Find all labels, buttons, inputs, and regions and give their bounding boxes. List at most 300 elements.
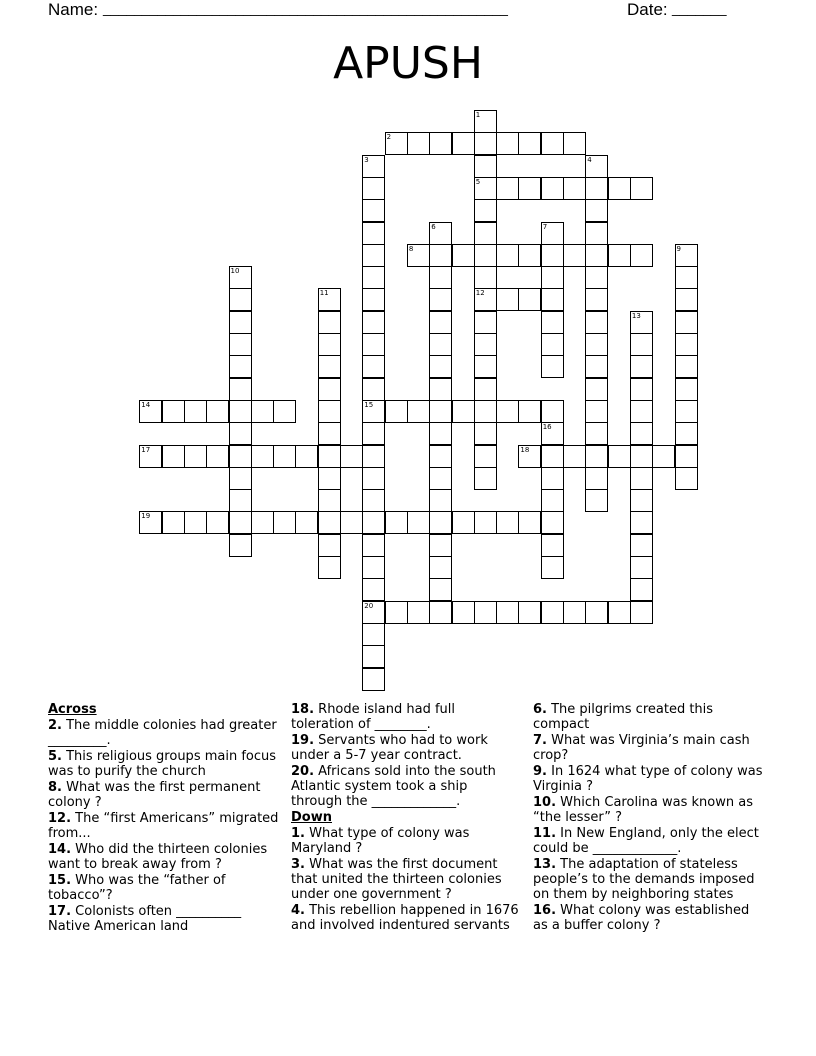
grid-cell[interactable] [362, 601, 385, 624]
grid-cell[interactable] [229, 378, 252, 401]
grid-cell[interactable] [496, 132, 519, 155]
clue-number-label: 6. [533, 702, 547, 717]
grid-cell[interactable] [429, 311, 452, 334]
grid-cell[interactable] [474, 155, 497, 178]
grid-cell[interactable] [630, 333, 653, 356]
clue-number: 14 [141, 400, 151, 409]
name-blank[interactable]: ____________________________________________________ [103, 0, 508, 16]
grid-cell[interactable] [362, 222, 385, 245]
grid-cell[interactable] [675, 244, 698, 267]
grid-cell[interactable] [675, 422, 698, 445]
grid-cell[interactable] [251, 400, 274, 423]
grid-cell[interactable] [541, 422, 564, 445]
grid-cell[interactable] [563, 132, 586, 155]
grid-cell[interactable] [362, 623, 385, 646]
grid-cell[interactable] [585, 199, 608, 222]
clue-number-label: 19. [291, 733, 315, 748]
grid-cell[interactable] [429, 601, 452, 624]
grid-cell[interactable] [429, 355, 452, 378]
grid-cell[interactable] [541, 244, 564, 267]
grid-cell[interactable] [385, 511, 408, 534]
grid-cell[interactable] [362, 177, 385, 200]
grid-cell[interactable] [139, 400, 162, 423]
grid-cell[interactable] [318, 534, 341, 557]
grid-cell[interactable] [630, 244, 653, 267]
grid-cell[interactable] [206, 511, 229, 534]
down-clue [533, 702, 768, 732]
clue-number: 9 [676, 244, 681, 253]
grid-cell[interactable] [474, 266, 497, 289]
across-clue [48, 749, 280, 779]
clue-number-label: 9. [533, 764, 547, 779]
grid-cell[interactable] [630, 511, 653, 534]
grid-cell[interactable] [340, 445, 363, 468]
grid-cell[interactable] [318, 467, 341, 490]
grid-cell[interactable] [675, 288, 698, 311]
clue-number-label: 14. [48, 842, 72, 857]
grid-cell[interactable] [429, 222, 452, 245]
clue-number-label: 10. [533, 795, 557, 810]
clue-number-label: 18. [291, 702, 315, 717]
clue-text: What was Virginia’s main cash crop? [533, 733, 750, 763]
clue-text: Who was the “father of tobacco”? [48, 873, 226, 903]
down-clue [291, 903, 521, 933]
grid-cell[interactable] [563, 601, 586, 624]
grid-cell[interactable] [385, 132, 408, 155]
grid-cell[interactable] [474, 132, 497, 155]
grid-cell[interactable] [541, 311, 564, 334]
grid-cell[interactable] [229, 467, 252, 490]
grid-cell[interactable] [541, 467, 564, 490]
grid-cell[interactable] [630, 578, 653, 601]
grid-cell[interactable] [585, 400, 608, 423]
grid-cell[interactable] [474, 110, 497, 133]
grid-cell[interactable] [630, 556, 653, 579]
grid-cell[interactable] [474, 445, 497, 468]
grid-cell[interactable] [630, 311, 653, 334]
grid-cell[interactable] [385, 400, 408, 423]
grid-cell[interactable] [229, 311, 252, 334]
down-clue [533, 903, 768, 933]
clue-text: This religious groups main focus was to purify the church [48, 749, 277, 779]
clue-text: In 1624 what type of colony was Virginia ? [533, 764, 763, 794]
across-clue [48, 718, 280, 748]
clue-number: 13 [631, 311, 641, 320]
grid-cell[interactable] [474, 467, 497, 490]
down-clue [533, 826, 768, 856]
grid-cell[interactable] [229, 400, 252, 423]
grid-cell[interactable] [452, 400, 475, 423]
grid-cell[interactable] [585, 467, 608, 490]
grid-cell[interactable] [407, 511, 430, 534]
clue-number-label: 7. [533, 733, 547, 748]
grid-cell[interactable] [184, 445, 207, 468]
grid-cell[interactable] [518, 511, 541, 534]
grid-cell[interactable] [362, 333, 385, 356]
grid-cell[interactable] [229, 288, 252, 311]
date-blank[interactable]: _______ [672, 0, 727, 16]
grid-cell[interactable] [630, 467, 653, 490]
grid-cell[interactable] [452, 511, 475, 534]
grid-cell[interactable] [407, 400, 430, 423]
grid-cell[interactable] [474, 400, 497, 423]
clue-number: 2 [386, 133, 392, 142]
grid-cell[interactable] [541, 355, 564, 378]
clue-text: Who did the thirteen colonies want to break away from ? [48, 842, 268, 872]
grid-cell[interactable] [452, 244, 475, 267]
grid-cell[interactable] [229, 333, 252, 356]
clue-text: The “first Americans” migrated from... [48, 811, 279, 841]
grid-cell[interactable] [229, 511, 252, 534]
grid-cell[interactable] [563, 177, 586, 200]
grid-cell[interactable] [229, 534, 252, 557]
grid-cell[interactable] [608, 244, 631, 267]
grid-cell[interactable] [206, 400, 229, 423]
grid-cell[interactable] [474, 244, 497, 267]
clue-number: 12 [475, 289, 485, 298]
page-title: APUSH [333, 38, 483, 89]
grid-cell[interactable] [229, 445, 252, 468]
clue-number: 11 [319, 289, 329, 298]
clue-text: Servants who had to work under a 5-7 year contract. [291, 733, 488, 763]
clue-number-label: 11. [533, 826, 557, 841]
name-label: Name: [48, 0, 99, 19]
grid-cell[interactable] [541, 288, 564, 311]
grid-cell[interactable] [362, 266, 385, 289]
grid-cell[interactable] [541, 266, 564, 289]
across-clue [48, 904, 280, 934]
grid-cell[interactable] [318, 333, 341, 356]
grid-cell[interactable] [585, 378, 608, 401]
clue-number: 16 [542, 423, 552, 432]
across-clue [291, 702, 521, 732]
grid-cell[interactable] [251, 445, 274, 468]
grid-cell[interactable] [541, 511, 564, 534]
grid-cell[interactable] [675, 467, 698, 490]
grid-cell[interactable] [675, 445, 698, 468]
grid-cell[interactable] [541, 534, 564, 557]
grid-cell[interactable] [474, 422, 497, 445]
across-clue [291, 733, 521, 763]
grid-cell[interactable] [585, 445, 608, 468]
grid-cell[interactable] [362, 556, 385, 579]
grid-cell[interactable] [675, 400, 698, 423]
grid-cell[interactable] [496, 177, 519, 200]
clue-number: 5 [475, 177, 481, 186]
grid-cell[interactable] [429, 556, 452, 579]
down-heading: Down [291, 810, 332, 825]
grid-cell[interactable] [474, 355, 497, 378]
grid-cell[interactable] [429, 244, 452, 267]
grid-cell[interactable] [362, 155, 385, 178]
grid-cell[interactable] [318, 556, 341, 579]
grid-cell[interactable] [162, 511, 185, 534]
grid-cell[interactable] [630, 489, 653, 512]
clue-number: 7 [542, 222, 548, 231]
grid-cell[interactable] [362, 534, 385, 557]
clue-column-1 [48, 702, 280, 935]
clue-text: The pilgrims created this compact [533, 702, 714, 732]
grid-cell[interactable] [362, 578, 385, 601]
grid-cell[interactable] [184, 511, 207, 534]
grid-cell[interactable] [429, 445, 452, 468]
grid-cell[interactable] [608, 177, 631, 200]
grid-cell[interactable] [429, 333, 452, 356]
grid-cell[interactable] [429, 578, 452, 601]
grid-cell[interactable] [429, 288, 452, 311]
grid-cell[interactable] [518, 601, 541, 624]
grid-cell[interactable] [518, 400, 541, 423]
clue-number-label: 16. [533, 903, 557, 918]
down-clue [291, 826, 521, 856]
clue-number: 3 [364, 155, 369, 164]
grid-cell[interactable] [585, 601, 608, 624]
grid-cell[interactable] [675, 266, 698, 289]
grid-cell[interactable] [474, 333, 497, 356]
grid-cell[interactable] [273, 445, 296, 468]
clue-number: 6 [431, 222, 436, 231]
grid-cell[interactable] [518, 445, 541, 468]
clue-number: 17 [141, 445, 151, 454]
clue-number-label: 8. [48, 780, 62, 795]
grid-cell[interactable] [496, 511, 519, 534]
grid-cell[interactable] [474, 177, 497, 200]
grid-cell[interactable] [541, 132, 564, 155]
clue-column-2 [291, 702, 521, 934]
grid-cell[interactable] [407, 244, 430, 267]
grid-cell[interactable] [318, 400, 341, 423]
grid-cell[interactable] [318, 311, 341, 334]
clue-text: Colonists often __________ Native American land [48, 904, 242, 934]
grid-cell[interactable] [585, 244, 608, 267]
grid-cell[interactable] [429, 422, 452, 445]
grid-cell[interactable] [474, 511, 497, 534]
clue-number: 10 [230, 267, 240, 276]
across-clue [48, 842, 280, 872]
clue-number-label: 2. [48, 718, 62, 733]
grid-cell[interactable] [229, 489, 252, 512]
grid-cell[interactable] [429, 266, 452, 289]
grid-cell[interactable] [251, 511, 274, 534]
grid-cell[interactable] [362, 668, 385, 691]
grid-cell[interactable] [608, 445, 631, 468]
grid-cell[interactable] [318, 445, 341, 468]
grid-cell[interactable] [474, 222, 497, 245]
down-clue [533, 795, 768, 825]
grid-cell[interactable] [541, 333, 564, 356]
grid-cell[interactable] [474, 311, 497, 334]
grid-cell[interactable] [318, 511, 341, 534]
grid-cell[interactable] [474, 601, 497, 624]
grid-cell[interactable] [318, 355, 341, 378]
grid-cell[interactable] [541, 177, 564, 200]
clue-number-label: 12. [48, 811, 72, 826]
grid-cell[interactable] [496, 601, 519, 624]
grid-cell[interactable] [429, 400, 452, 423]
grid-cell[interactable] [563, 244, 586, 267]
grid-cell[interactable] [385, 601, 408, 624]
grid-cell[interactable] [429, 511, 452, 534]
grid-cell[interactable] [229, 266, 252, 289]
clue-number: 20 [364, 601, 374, 610]
grid-cell[interactable] [407, 601, 430, 624]
grid-cell[interactable] [585, 355, 608, 378]
grid-cell[interactable] [362, 244, 385, 267]
grid-cell[interactable] [162, 400, 185, 423]
grid-cell[interactable] [362, 645, 385, 668]
clue-number-label: 15. [48, 873, 72, 888]
across-heading: Across [48, 702, 97, 717]
grid-cell[interactable] [407, 132, 430, 155]
grid-cell[interactable] [518, 132, 541, 155]
across-clue [291, 764, 521, 809]
grid-cell[interactable] [675, 333, 698, 356]
grid-cell[interactable] [295, 511, 318, 534]
grid-cell[interactable] [362, 445, 385, 468]
clue-text: What was the first document that united the thirteen colonies under one government ? [291, 857, 502, 902]
grid-cell[interactable] [429, 534, 452, 557]
grid-cell[interactable] [206, 445, 229, 468]
grid-cell[interactable] [139, 511, 162, 534]
grid-cell[interactable] [630, 378, 653, 401]
grid-cell[interactable] [518, 177, 541, 200]
across-clue [48, 811, 280, 841]
grid-cell[interactable] [518, 244, 541, 267]
clue-number-label: 4. [291, 903, 305, 918]
date-label: Date: [627, 0, 668, 19]
grid-cell[interactable] [541, 400, 564, 423]
grid-cell[interactable] [630, 355, 653, 378]
grid-cell[interactable] [675, 311, 698, 334]
grid-cell[interactable] [318, 288, 341, 311]
clue-number-label: 3. [291, 857, 305, 872]
grid-cell[interactable] [162, 445, 185, 468]
grid-cell[interactable] [139, 445, 162, 468]
clue-number: 4 [587, 155, 592, 164]
grid-cell[interactable] [362, 199, 385, 222]
clue-text: The middle colonies had greater _________. [48, 718, 277, 748]
grid-cell[interactable] [318, 489, 341, 512]
grid-cell[interactable] [630, 601, 653, 624]
clue-text: In New England, only the elect could be _____________. [533, 826, 759, 856]
grid-cell[interactable] [273, 511, 296, 534]
clue-number: 1 [475, 111, 481, 119]
grid-cell[interactable] [541, 601, 564, 624]
clue-column-3 [533, 702, 768, 934]
grid-cell[interactable] [585, 177, 608, 200]
clue-number-label: 13. [533, 857, 557, 872]
grid-cell[interactable] [429, 467, 452, 490]
grid-cell[interactable] [541, 489, 564, 512]
clue-number-label: 1. [291, 826, 305, 841]
clue-text: This rebellion happened in 1676 and involved indentured servants [291, 903, 519, 933]
grid-cell[interactable] [318, 378, 341, 401]
clue-number-label: 5. [48, 749, 62, 764]
grid-cell[interactable] [318, 422, 341, 445]
clue-text: What was the first permanent colony ? [48, 780, 261, 810]
across-clue [48, 873, 280, 903]
down-clue [533, 764, 768, 794]
grid-cell[interactable] [362, 378, 385, 401]
clue-number: 18 [520, 445, 530, 454]
grid-cell[interactable] [652, 445, 675, 468]
clue-text: What type of colony was Maryland ? [291, 826, 470, 856]
grid-cell[interactable] [362, 511, 385, 534]
down-clue [533, 733, 768, 763]
grid-cell[interactable] [474, 378, 497, 401]
grid-cell[interactable] [474, 288, 497, 311]
grid-cell[interactable] [585, 222, 608, 245]
clue-number-label: 20. [291, 764, 315, 779]
grid-cell[interactable] [273, 400, 296, 423]
down-clue [291, 857, 521, 902]
clue-text: The adaptation of stateless people’s to the demands imposed on them by neighboring states [533, 857, 755, 902]
grid-cell[interactable] [630, 177, 653, 200]
grid-cell[interactable] [229, 355, 252, 378]
grid-cell[interactable] [340, 511, 363, 534]
grid-cell[interactable] [295, 445, 318, 468]
grid-cell[interactable] [496, 288, 519, 311]
grid-cell[interactable] [362, 288, 385, 311]
across-clue [48, 780, 280, 810]
clue-number: 15 [364, 400, 374, 409]
grid-cell[interactable] [630, 422, 653, 445]
grid-cell[interactable] [362, 422, 385, 445]
grid-cell[interactable] [541, 445, 564, 468]
grid-cell[interactable] [630, 534, 653, 557]
clue-text: Africans sold into the south Atlantic system took a ship through the _____________. [291, 764, 496, 809]
grid-cell[interactable] [429, 489, 452, 512]
clue-number-label: 17. [48, 904, 72, 919]
grid-cell[interactable] [585, 311, 608, 334]
grid-cell[interactable] [585, 266, 608, 289]
grid-cell[interactable] [675, 378, 698, 401]
grid-cell[interactable] [585, 422, 608, 445]
grid-cell[interactable] [563, 445, 586, 468]
grid-cell[interactable] [362, 311, 385, 334]
grid-cell[interactable] [518, 288, 541, 311]
grid-cell[interactable] [585, 155, 608, 178]
grid-cell[interactable] [362, 489, 385, 512]
grid-cell[interactable] [429, 132, 452, 155]
clue-text: Which Carolina was known as “the lesser” ? [533, 795, 753, 825]
grid-cell[interactable] [452, 601, 475, 624]
grid-cell[interactable] [496, 400, 519, 423]
grid-cell[interactable] [585, 333, 608, 356]
grid-cell[interactable] [496, 244, 519, 267]
down-clue [533, 857, 768, 902]
grid-cell[interactable] [675, 355, 698, 378]
clue-text: Rhode island had full toleration of ________. [291, 702, 455, 732]
grid-cell[interactable] [229, 422, 252, 445]
grid-cell[interactable] [184, 400, 207, 423]
grid-cell[interactable] [630, 445, 653, 468]
grid-cell[interactable] [474, 199, 497, 222]
clue-number: 8 [408, 244, 414, 253]
grid-cell[interactable] [452, 132, 475, 155]
grid-cell[interactable] [585, 489, 608, 512]
grid-cell[interactable] [362, 355, 385, 378]
grid-cell[interactable] [362, 400, 385, 423]
grid-cell[interactable] [630, 400, 653, 423]
grid-cell[interactable] [362, 467, 385, 490]
grid-cell[interactable] [541, 556, 564, 579]
clue-number: 19 [141, 512, 151, 521]
grid-cell[interactable] [608, 601, 631, 624]
grid-cell[interactable] [429, 378, 452, 401]
grid-cell[interactable] [541, 222, 564, 245]
grid-cell[interactable] [585, 288, 608, 311]
